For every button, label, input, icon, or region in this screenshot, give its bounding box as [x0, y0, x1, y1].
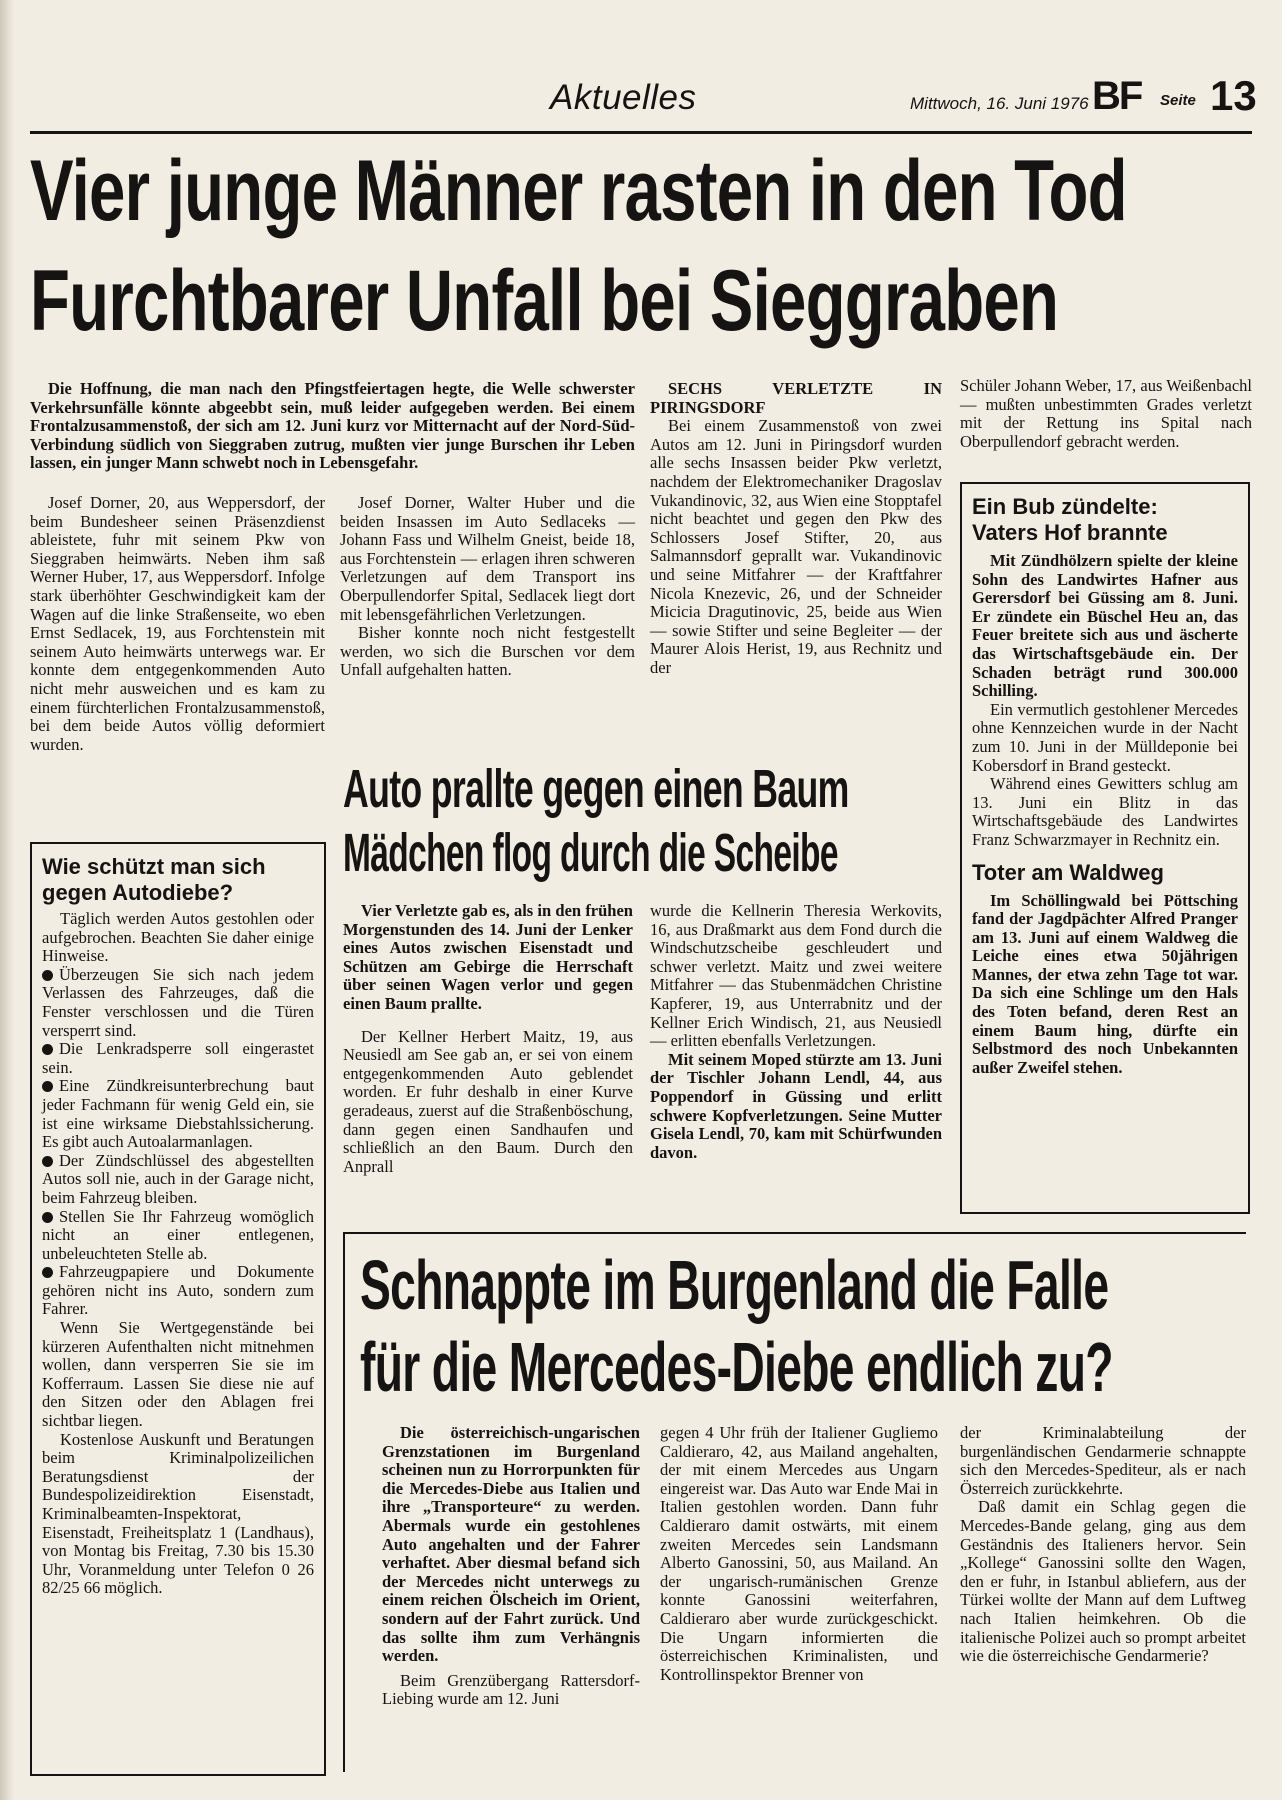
box-theft-title-2: gegen Autodiebe?	[42, 880, 234, 905]
story3-col3	[960, 1424, 1246, 1666]
story2-lead: Vier Verletzte gab es, als in den frühen Morgenstunden des 14. Juni der Lenker eines Autos zwischen Eisenstadt und Schützen am Gebirge die Herrschaft über seinen Wagen verlor und gegen einen Baum prallte.	[343, 901, 633, 1013]
story1-col1	[30, 494, 325, 754]
story2-col2	[650, 902, 942, 1162]
header-rule	[30, 131, 1252, 134]
story3-headline-2: für die Mercedes-Diebe endlich zu?	[360, 1328, 1113, 1406]
page-edge-shadow	[0, 0, 14, 1800]
box-theft-bullet-5: Stellen Sie Ihr Fahrzeug womöglich nicht an einer entlegenen, unbeleuchteten Stelle ab.	[42, 1206, 314, 1263]
bullet-icon	[42, 1044, 53, 1055]
story1-col1-p1: Josef Dorner, 20, aus Weppersdorf, der beim Bundesheer seinen Präsenzdienst ableistete, fuhr mit seinem Pkw von Sieggraben heimwärts. Neben ihm saß Werner Huber, 17, aus Weppersdorf. Infolge stark überhöhter Geschwindigkeit kam der Wagen auf die linke Straßenseite, wo eben Ernst Sedlacek, 19, aus Forchtenstein mit seinem Auto heimwärts unterwegs war. Er konnte dem entgegenkommenden Auto nicht mehr ausweichen und es kam zu einem fürchterlichen Frontalzusammenstoß, bei dem beide Autos völlig deformiert wurden.	[30, 493, 325, 754]
story2-headline-2: Mädchen flog durch die Scheibe	[343, 823, 838, 883]
story1-headline-1: Vier junge Männer rasten in den Tod	[30, 143, 1127, 239]
story3-col1	[382, 1424, 640, 1709]
story1-col3	[650, 380, 942, 678]
story3-col3-p2: Daß damit ein Schlag gegen die Mercedes-Bande gelang, ging aus dem Geständnis des Italieners hervor. Sein „Kollege“ Ganossini sollte den Wagen, den er fuhr, in Istanbul abliefern, aus der Türkei wollte der Mann auf dem Luftweg nach Italien heimkehren. Ob die italienische Polizei auch so prompt arbeitet wie die österreichische Gendarmerie?	[960, 1497, 1246, 1666]
story1-lead	[30, 380, 635, 473]
story3-top-rule	[343, 1232, 1246, 1236]
story1-col4-p1: Schüler Johann Weber, 17, aus Weißenbachl — mußten unbestimmten Grades verletzt mit der Rettung ins Spital nach Oberpullendorf gebracht werden.	[960, 376, 1252, 451]
bullet-icon	[42, 970, 53, 981]
story1-col2-p1: Josef Dorner, Walter Huber und die beiden Insassen im Auto Sedlaceks — Johann Fass und Wilhelm Gneist, beide 18, aus Forchtenstein — erlagen ihren schweren Verletzungen auf dem Transport ins Oberpullendorfer Spital, Sedlacek liegt dort mit lebensgefährlichen Verletzungen.	[340, 493, 635, 624]
box-theft-bullet-4: Der Zündschlüssel des abgestellten Autos soll nie, auch in der Garage nicht, beim Fahrzeug bleiben.	[42, 1150, 314, 1207]
story3-col2	[660, 1424, 938, 1684]
story3-col2-p1: gegen 4 Uhr früh der Italiener Gugliemo Caldieraro, 42, aus Mailand angehalten, der mit einem Mercedes aus Ungarn eingereist war. Das Auto war Ende Mai in Italien gestohlen worden. Dann fuhr Caldieraro damit ostwärts, mit einem zweiten Mercedes sein Landsmann Alberto Ganossini, 50, aus Mailand. An der ungarisch-rumänischen Grenze konnte Ganossini weiterfahren, Caldieraro aber wurde zurückgeschickt. Die Ungarn informierten die österreichischen Kriminalisten, und Kontrollinspektor Brenner von	[660, 1423, 938, 1684]
story3-lead: Die österreichisch-ungarischen Grenzstationen im Burgenland scheinen nun zu Horrorpunkten für die Mercedes-Diebe aus Italien und ihre „Transporteure“ zu werden. Abermals wurde ein gestohlenes Auto angehalten und der Fahrer verhaftet. Aber diesmal befand sich der Mercedes nicht unterwegs zu einem reichen Ölscheich im Orient, sondern auf der Fahrt zurück. Und das sollte ihm zum Verhängnis werden.	[382, 1423, 640, 1666]
story1-col2	[340, 494, 635, 680]
box-fire-p1: Mit Zündhölzern spielte der kleine Sohn des Landwirtes Hafner aus Gerersdorf bei Güssing am 8. Juni. Er zündete ein Büschel Heu an, das Feuer breitete sich aus und äscherte das Wirtschaftsgebäude ein. Der Schaden beträgt rund 300.000 Schilling.	[972, 551, 1238, 701]
box-theft-bullet-2: Die Lenkradsperre soll eingerastet sein.	[42, 1039, 314, 1077]
box-theft-values: Wenn Sie Wertgegenstände bei kürzeren Aufenthalten nicht mitnehmen wollen, dann versperren Sie sie im Kofferraum. Lassen Sie diese nie auf den Sitzen oder den Ablagen frei sichtbar liegen.	[42, 1318, 314, 1431]
box-theft-title-1: Wie schützt man sich	[42, 854, 266, 879]
story2-headline-1: Auto prallte gegen einen Baum	[343, 759, 849, 819]
story3-col3-p1: der Kriminalabteilung der burgenländischen Gendarmerie schnappte sich den Mercedes-Spediteur, als er nach Österreich zurückkehrte.	[960, 1423, 1246, 1498]
box-theft	[30, 842, 326, 1776]
story3-col1-p2: Beim Grenzübergang Rattersdorf-Liebing wurde am 12. Juni	[382, 1670, 640, 1709]
story3-headline-1: Schnappte im Burgenland die Falle	[360, 1246, 1109, 1324]
box-theft-contact: Kostenlose Auskunft und Beratungen beim Kriminalpolizeilichen Beratungsdienst der Bundespolizeidirektion Eisenstadt, Kriminalbeamten-Inspektorat, Eisenstadt, Freiheitsplatz 1 (Landhaus), von Montag bis Freitag, 7.30 bis 15.30 Uhr, Voranmeldung unter Telefon 0 26 82/25 66 möglich.	[42, 1429, 314, 1598]
box-fire-title-1: Ein Bub zündelte:	[972, 494, 1158, 519]
box-fire-subhead: Toter am Waldweg	[972, 859, 1164, 885]
story2-col2-p1: wurde die Kellnerin Theresia Werkovits, 16, aus Draßmarkt aus dem Fond durch die Windschutzscheibe geschleudert und schwer verletzt. Maitz und zwei weitere Mitfahrer — das Stubenmädchen Christine Kapferer, 19, aus Unterrabnitz und der Kellner Erich Windisch, 21, aus Neusiedl — erlitten ebenfalls Verletzungen.	[650, 901, 942, 1051]
box-fire-p3: Während eines Gewitters schlug am 13. Juni ein Blitz in das Wirtschaftsgebäude des Landwirtes Franz Schwarzmayer in Rechnitz ein.	[972, 774, 1238, 849]
bullet-icon	[42, 1267, 53, 1278]
box-fire-p2: Ein vermutlich gestohlener Mercedes ohne Kennzeichen wurde in der Nacht zum 10. Juni in der Mülldeponie bei Kobersdorf in Brand gesteckt.	[972, 699, 1238, 775]
story2-col1-p1: Der Kellner Herbert Maitz, 19, aus Neusiedl am See gab an, er sei von einem entgegenkommenden Auto geblendet worden. Er fuhr deshalb in einer Kurve geradeaus, zuerst auf die Straßenböschung, dann gegen einen Sandhaufen und schließlich an den Baum. Durch den Anprall	[343, 1026, 633, 1176]
story1-headline-2: Furchtbarer Unfall bei Sieggraben	[30, 253, 1059, 349]
story1-col3-p1: Bei einem Zusammenstoß von zwei Autos am 12. Juni in Piringsdorf wurden alle sechs Insassen beider Pkw verletzt, nachdem der Elektromechaniker Dragoslav Vukandinovic, 32, aus Wien eine Stopptafel nicht beachtet und gegen den Pkw des Schlossers Josef Stifter, 20, aus Salmannsdorf geprallt war. Vukandinovic und seine Mitfahrer — der Kraftfahrer Nicola Knezevic, 26, und der Schneider Micicia Dragutinovic, 25, beide aus Wien — sowie Stifter und seine Begleiter — der Maurer Alois Herist, 19, aus Rechnitz und der	[650, 416, 942, 677]
box-fire-title-2: Vaters Hof brannte	[972, 520, 1168, 545]
story3-left-rule	[343, 1232, 347, 1772]
box-theft-bullet-6: Fahrzeugpapiere und Dokumente gehören nicht ins Auto, sondern zum Fahrer.	[42, 1262, 314, 1319]
story1-col2-p2: Bisher konnte noch nicht festgestellt werden, wo sich die Burschen vor dem Unfall aufgehalten hatten.	[340, 623, 635, 680]
page-number: 13	[1210, 72, 1257, 119]
box-theft-intro: Täglich werden Autos gestohlen oder aufgebrochen. Beachten Sie daher einige Hinweise.	[42, 909, 314, 966]
story2-col2-p2: Mit seinem Moped stürzte am 13. Juni der Tischler Johann Lendl, 44, aus Poppendorf in Güssing und erlitt schwere Kopfverletzungen. Seine Mutter Gisela Lendl, 70, kam mit Schürfwunden davon.	[650, 1049, 942, 1162]
story1-lead-text: Die Hoffnung, die man nach den Pfingstfeiertagen hegte, die Welle schwerster Verkehrsunfälle könnte abgeebbt sein, muß leider aufgegeben werden. Bei einem Frontalzusammenstoß, der sich am 12. Juni kurz vor Mitternacht auf der Nord-Süd-Verbindung südlich von Sieggraben zutrug, mußten vier junge Burschen ihr Leben lassen, ein junger Mann schwebt noch in Lebensgefahr.	[30, 379, 635, 473]
newspaper-logo: BF	[1092, 74, 1142, 118]
page-label: Seite	[1160, 92, 1196, 109]
box-theft-bullet-1: Überzeugen Sie sich nach jedem Verlassen des Fahrzeuges, daß die Fenster verschlossen und die Türen versperrt sind.	[42, 964, 314, 1040]
box-theft-bullet-3: Eine Zündkreisunterbrechung baut jeder Fachmann für wenig Geld ein, sie ist eine wirksame Diebstahlssicherung. Es gibt auch Autoalarmanlagen.	[42, 1076, 314, 1152]
box-fire	[960, 482, 1250, 1214]
section-title: Aktuelles	[550, 78, 697, 117]
page-header	[30, 72, 1257, 132]
box-fire-p4: Im Schöllingwald bei Pöttsching fand der Jagdpächter Alfred Pranger am 13. Juni auf einem Waldweg die Leiche eines etwa 50jährigen Mannes, der etwa zehn Tage tot war. Da sich eine Schlinge um den Hals des Toten befand, deren Rest an einem Baum hing, dürfte ein Selbstmord des noch Unbekannten außer Zweifel stehen.	[972, 890, 1238, 1077]
bullet-icon	[42, 1156, 53, 1167]
bullet-icon	[42, 1212, 53, 1223]
story1-subhead: SECHS VERLETZTE IN PIRINGSDORF	[650, 379, 942, 417]
story1-col4	[960, 377, 1252, 451]
story2-col1	[343, 902, 633, 1176]
bullet-icon	[42, 1081, 53, 1092]
issue-date: Mittwoch, 16. Juni 1976	[910, 94, 1089, 113]
